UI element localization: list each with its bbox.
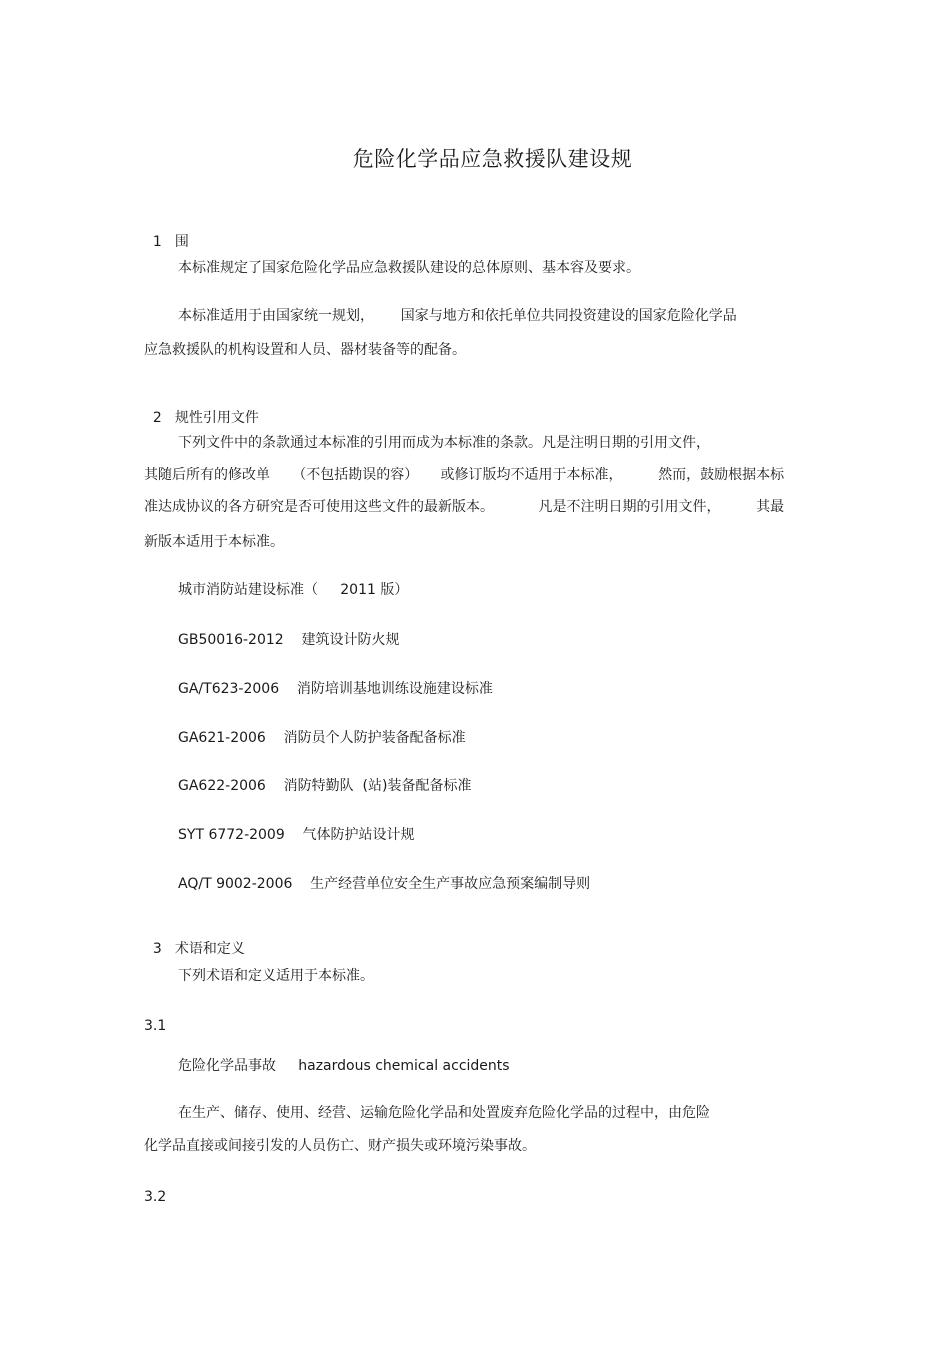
- paragraph-line: 化学品直接或间接引发的人员伤亡、财产损失或环境污染事故。: [144, 1138, 536, 1154]
- paragraph-line: 下列文件中的条款通过本标准的引用而成为本标准的条款。凡是注明日期的引用文件，: [178, 435, 710, 451]
- clause-number: 3.2: [144, 1189, 167, 1205]
- paragraph-line: 在生产、储存、使用、经营、运输危险化学品和处置废弃危险化学品的过程中，由危险: [178, 1105, 710, 1121]
- section-1-heading: [144, 215, 189, 251]
- section-title: 规性引用文件: [174, 410, 259, 426]
- section-2-heading: [144, 391, 259, 427]
- section-number: 2: [152, 410, 162, 426]
- reference-item: GB50016-2012 建筑设计防火规: [178, 632, 400, 648]
- paragraph-line: 本标准适用于由国家统一规划， 国家与地方和依托单位共同投资建设的国家危险化学品: [178, 308, 737, 324]
- section-number: 1: [152, 234, 162, 250]
- paragraph-line: 应急救援队的机构设置和人员、器材装备等的配备。: [144, 342, 466, 358]
- section-3-heading: [144, 922, 245, 958]
- reference-item: GA/T623-2006 消防培训基地训练设施建设标准: [178, 681, 493, 697]
- document-title: 危险化学品应急救援队建设规: [352, 147, 633, 171]
- paragraph: 本标准规定了国家危险化学品应急救援队建设的总体原则、基本容及要求。: [178, 260, 640, 276]
- reference-item: GA621-2006 消防员个人防护装备配备标准: [178, 730, 466, 746]
- section-title: 围: [174, 234, 189, 250]
- reference-item: GA622-2006 消防特勤队 (站)装备配备标准: [178, 778, 472, 794]
- paragraph-line: 新版本适用于本标准。: [144, 534, 284, 550]
- reference-item: AQ/T 9002-2006 生产经营单位安全生产事故应急预案编制导则: [178, 876, 591, 892]
- clause-number: 3.1: [144, 1018, 167, 1034]
- paragraph: 下列术语和定义适用于本标准。: [178, 968, 374, 984]
- term-entry: 危险化学品事故 hazardous chemical accidents: [178, 1058, 510, 1074]
- reference-item: SYT 6772-2009 气体防护站设计规: [178, 827, 415, 843]
- paragraph-line: 准达成协议的各方研究是否可使用这些文件的最新版本。 凡是不注明日期的引用文件， 其最: [144, 499, 785, 515]
- section-number: 3: [152, 941, 162, 957]
- section-title: 术语和定义: [174, 941, 245, 957]
- paragraph-line: 其随后所有的修改单 （不包括勘误的容） 或修订版均不适用于本标准， 然而，鼓励根据本标: [144, 467, 785, 483]
- reference-item: 城市消防站建设标准（ 2011 版）: [178, 582, 409, 598]
